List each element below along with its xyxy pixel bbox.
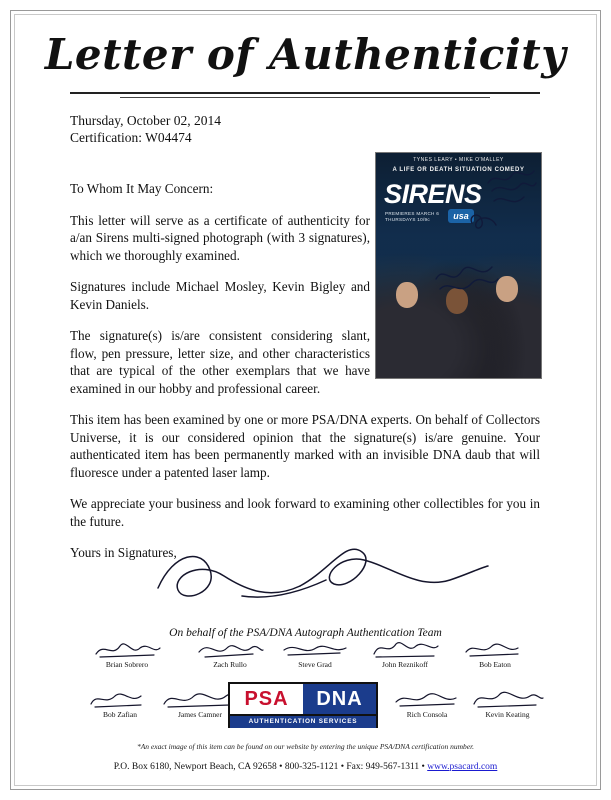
footer-contact — [0, 762, 611, 772]
closing-line: Yours in Signatures, — [70, 545, 177, 560]
signer-name: Rich Consola — [406, 710, 448, 719]
logo-wordmark — [230, 684, 376, 714]
signer-steve-grad — [270, 640, 360, 669]
signer-brian-sobrero — [82, 640, 172, 669]
psa-dna-logo — [228, 682, 378, 728]
certification-number: Certification: W04474 — [70, 130, 192, 145]
signature-mark — [382, 690, 472, 710]
document-meta — [70, 112, 221, 146]
footnote: *An exact image of this item can be found on our website by entering the unique PSA/DNA certification number. — [136, 742, 475, 751]
signature-mark — [460, 690, 555, 710]
body-paragraph-1: This letter will serve as a certificate of authenticity for a/an Sirens multi-signed photograph (with 3 signatures), which we thoroughly examined. — [70, 212, 370, 263]
signer-name: Bob Eaton — [479, 660, 511, 669]
signature-mark — [450, 640, 540, 660]
title-rule-secondary — [120, 97, 490, 98]
signer-name: Bob Zafian — [103, 710, 137, 719]
signature-mark — [355, 640, 455, 660]
signer-name: Kevin Keating — [485, 710, 530, 719]
signer-zach-rullo — [185, 640, 275, 669]
signer-john-reznikoff — [355, 640, 455, 669]
signature-mark — [270, 640, 360, 660]
footer-address: P.O. Box 6180, Newport Beach, CA 92658 • 800-325-1121 • Fax: 949-567-1311 • — [113, 762, 428, 772]
signature-mark — [82, 640, 172, 660]
photo-tagline: A LIFE OR DEATH SITUATION COMEDY — [392, 167, 525, 173]
salutation: To Whom It May Concern: — [70, 181, 214, 196]
website-link[interactable]: www.psacard.com — [427, 762, 498, 772]
signer-name: Brian Sobrero — [105, 660, 149, 669]
photo-airdate: PREMIERES MARCH 6 THURSDAYS 10/9c — [385, 211, 440, 222]
team-line: On behalf of the PSA/DNA Autograph Authentication Team — [169, 627, 442, 639]
body-paragraph-2: Signatures include Michael Mosley, Kevin Bigley and Kevin Daniels. — [70, 279, 370, 312]
signer-name: Zach Rullo — [213, 660, 247, 669]
photo-network-logo: usa — [448, 209, 474, 223]
letter-body — [70, 180, 540, 576]
body-paragraph-3: The signature(s) is/are consistent considering slant, flow, pen pressure, letter size, and other characteristics that are typical of the other exemplars that we have examined in our hobby and professional career. — [70, 328, 370, 396]
logo-psa-text: PSA — [230, 684, 303, 714]
page-title: Letter of Authenticity — [44, 30, 567, 79]
document-date: Thursday, October 02, 2014 — [70, 113, 221, 128]
signature-mark — [185, 640, 275, 660]
logo-tagline: AUTHENTICATION SERVICES — [230, 714, 376, 728]
signer-kevin-keating — [460, 690, 555, 719]
signer-bob-eaton — [450, 640, 540, 669]
title-rule — [70, 92, 540, 94]
team-signature — [150, 530, 490, 630]
signer-rich-consola — [382, 690, 472, 719]
signer-name: John Reznikoff — [382, 660, 428, 669]
photo-credits: TYNES LEARY • MIKE O'MALLEY — [413, 157, 504, 163]
photo-show-title: SIRENS — [384, 179, 482, 209]
logo-dna-text: DNA — [303, 684, 376, 714]
body-paragraph-5: We appreciate your business and look forward to examining other collectibles for you in the future. — [70, 496, 540, 529]
signer-name: Steve Grad — [298, 660, 332, 669]
signer-name: James Camner — [178, 710, 222, 719]
body-paragraph-4: This item has been examined by one or more PSA/DNA experts. On behalf of Collectors Universe, it is our considered opinion that the signature(s) is/are genuine. Your authenticated item has been permanently marked with an invisible DNA daub that will fluoresce under a patented laser lamp. — [70, 412, 540, 480]
